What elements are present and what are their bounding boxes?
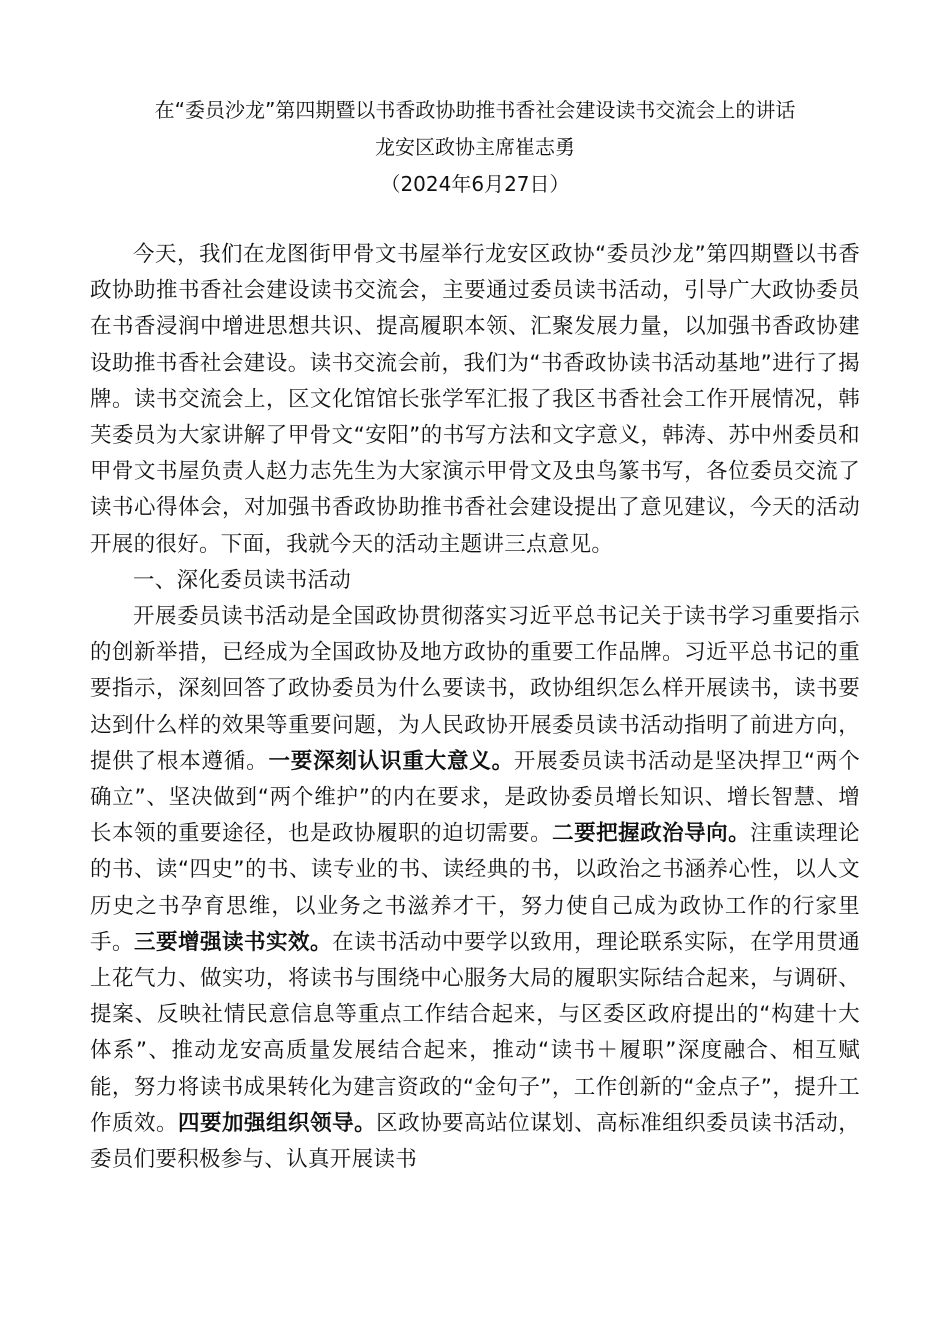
bold-point-3: 三要增强读书实效。 — [134, 929, 333, 955]
bold-point-4: 四要加强组织领导。 — [178, 1110, 377, 1136]
body-text: 区政协要高站位谋划、高标准组织委员读书活动，委员们要积极参与、认真开展读书 — [90, 1110, 861, 1173]
speaker-line: 龙安区政协主席崔志勇 — [375, 135, 575, 159]
intro-paragraph: 今天，我们在龙图街甲骨文书屋举行龙安区政协“委员沙龙”第四期暨以书香政协助推书香社会建设读书交流会，主要通过委员读书活动，引导广大政协委员在书香浸润中增进思想共识、提高履职本领、汇聚发展力量，以加强书香政协建设助推书香社会建设。读书交流会前，我们为“书香政协读书活动基地”进行了揭牌。读书交流会上，区文化馆馆长张学军汇报了我区书香社会工作开展情况，韩芙委员为大家讲解了甲骨文“安阳”的书写方法和文字意义，韩涛、苏中州委员和甲骨文书屋负责人赵力志先生为大家演示甲骨文及虫鸟篆书写，各位委员交流了读书心得体会，对加强书香政协助推书香社会建设提出了意见建议，今天的活动开展的很好。下面，我就今天的活动主题讲三点意见。 — [90, 242, 860, 557]
section-heading-1: 一、深化委员读书活动 — [133, 567, 352, 593]
body-text: 在读书活动中要学以致用，理论联系实际，在学用贯通上花气力、做实功，将读书与围绕中心服务大局的履职实际结合起来，与调研、提案、反映社情民意信息等重点工作结合起来，与区委区政府提出的“构建十大体系”、推动龙安高质量发展结合起来，推动“读书＋履职”深度融合、相互赋能，努力将读书成果转化为建言资政的“金句子”，工作创新的“金点子”，提升工作质效。 — [90, 929, 861, 1136]
section-1-paragraph — [90, 599, 860, 1178]
date-line: （2024年6月27日） — [380, 172, 570, 196]
speech-title: 在“委员沙龙”第四期暨以书香政协助推书香社会建设读书交流会上的讲话 — [154, 98, 796, 122]
body-text: 开展委员读书活动是坚决捍卫“两个确立”、坚决做到“两个维护”的内在要求，是政协委员增长知识、增长智慧、增长本领的重要途径，也是政协履职的迫切需要。 — [90, 748, 860, 847]
bold-point-1: 一要深刻认识重大意义。 — [268, 748, 514, 774]
document-page — [90, 92, 860, 1178]
body-text: 开展委员读书活动是全国政协贯彻落实习近平总书记关于读书学习重要指示的创新举措，已经成为全国政协及地方政协的重要工作品牌。习近平总书记的重要指示，深刻回答了政协委员为什么要读书，政协组织怎么样开展读书，读书要达到什么样的效果等重要问题，为人民政协开展委员读书活动指明了前进方向，提供了根本遵循。 — [90, 604, 860, 774]
bold-point-2: 二要把握政治导向。 — [552, 821, 751, 847]
body-text: 注重读理论的书、读“四史”的书、读专业的书、读经典的书，以政治之书涵养心性，以人文历史之书孕育思维，以业务之书滋养才干，努力使自己成为政协工作的行家里手。 — [90, 821, 860, 955]
spacer — [90, 203, 860, 237]
